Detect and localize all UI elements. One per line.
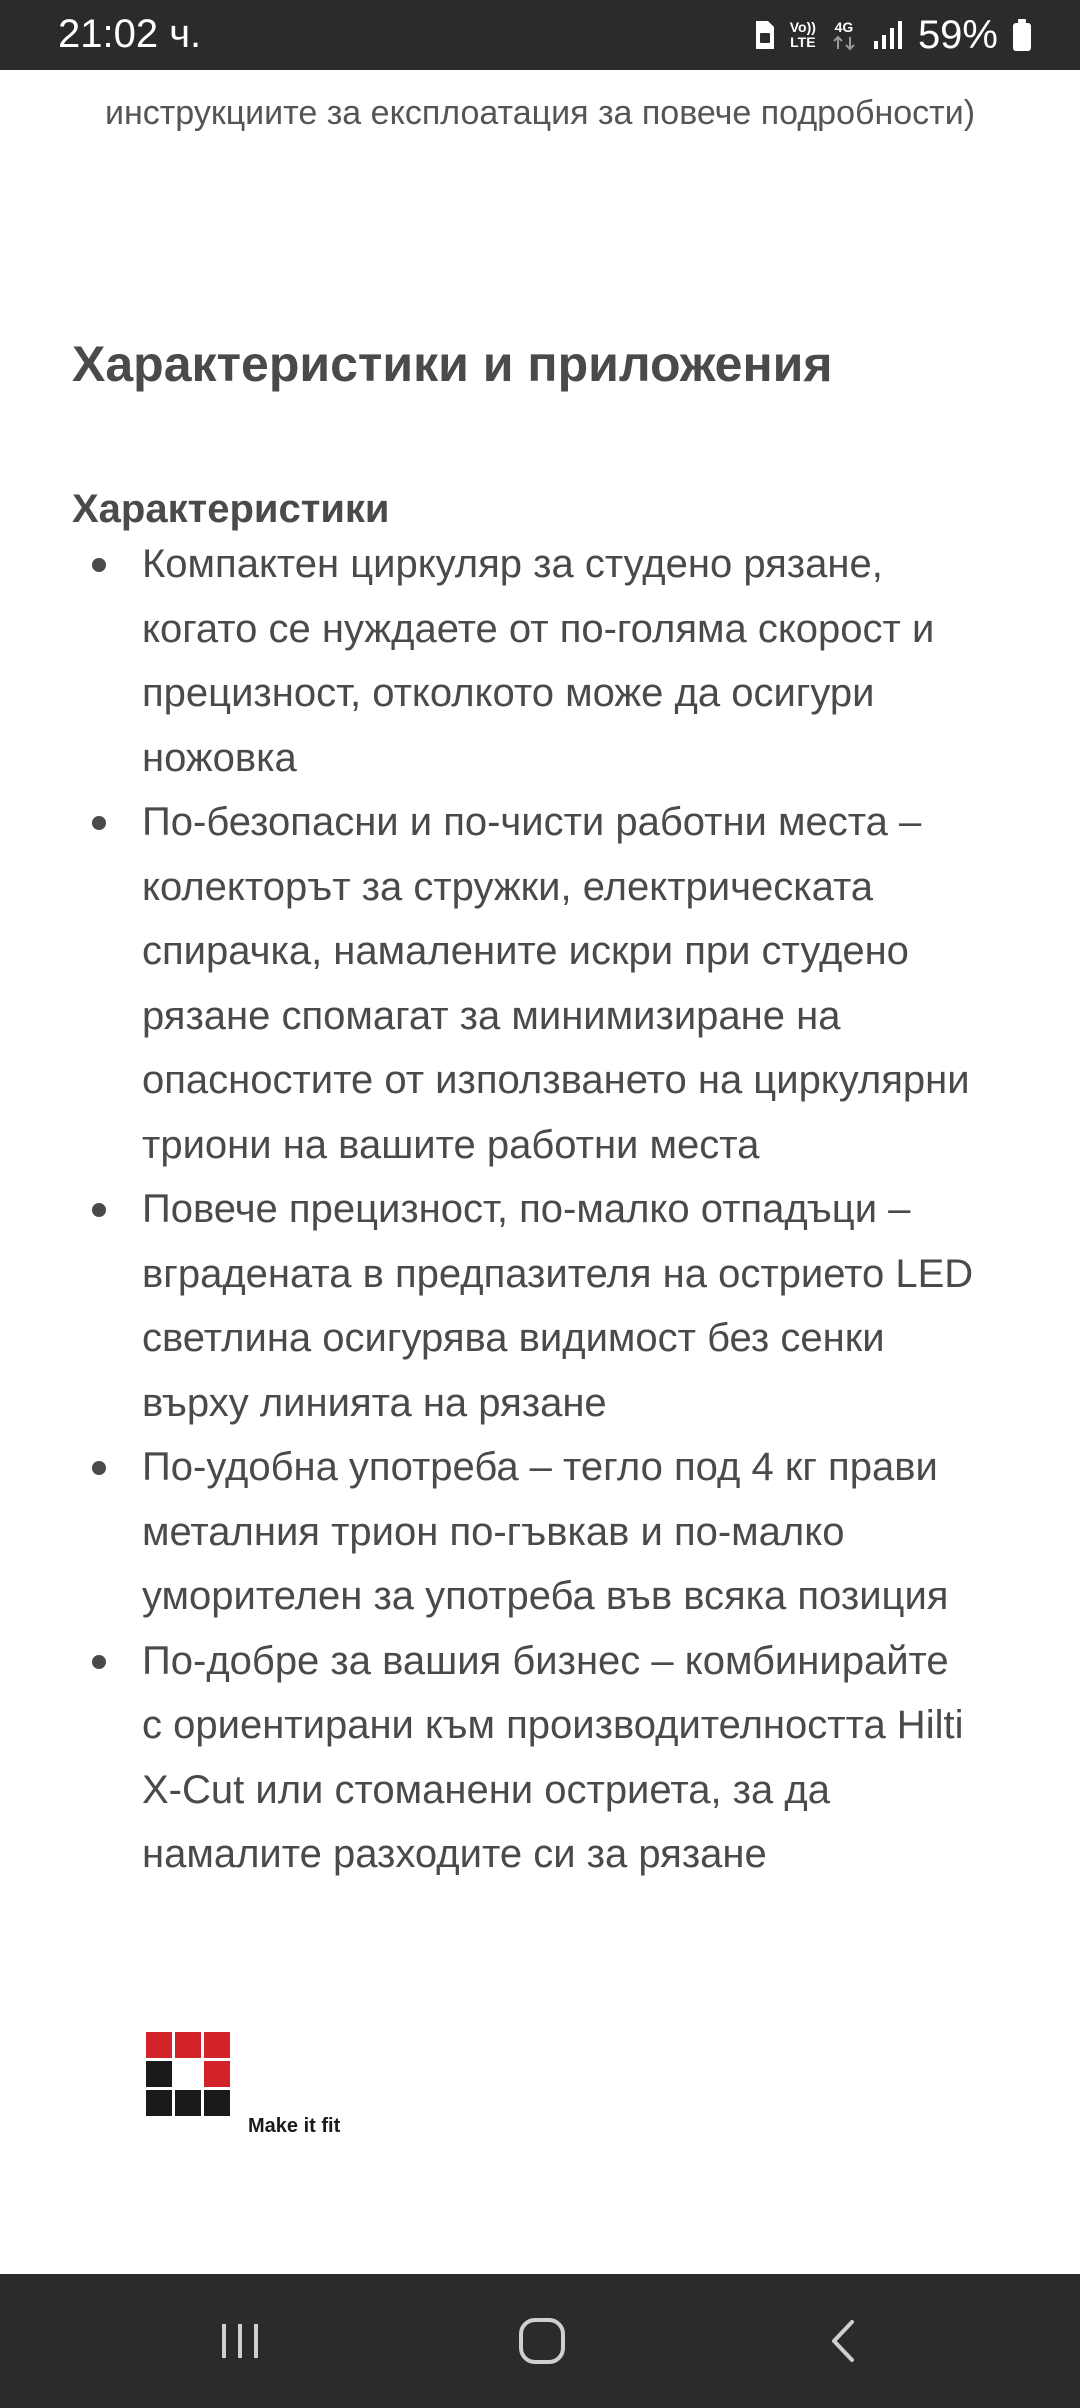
- feature-line: вградената в предпазителя на острието LED: [142, 1251, 974, 1296]
- logo-cell: [175, 2090, 201, 2116]
- feature-line: намалите разходите си за рязане: [142, 1832, 767, 1876]
- feature-line: По-безопасни и по-чисти работни места –: [142, 800, 922, 844]
- feature-item: [72, 532, 1062, 790]
- feature-line: триони на вашите работни места: [142, 1122, 760, 1167]
- bullet-icon: [92, 816, 106, 830]
- feature-line: ножовка: [142, 735, 297, 780]
- feature-line: светлина осигурява видимост без сенки: [142, 1316, 885, 1360]
- feature-line: колекторът за стружки, електрическата: [142, 864, 874, 909]
- logo-cell: [175, 2032, 201, 2058]
- logo-cell: [204, 2090, 230, 2116]
- status-time: 21:02 ч.: [58, 12, 202, 56]
- feature-line: опасностите от използването на циркулярни: [142, 1058, 970, 1102]
- bullet-icon: [92, 1461, 106, 1475]
- feature-item: [72, 1435, 1062, 1629]
- feature-line: когато се нуждаете от по-голяма скорост и: [142, 606, 935, 651]
- feature-line: рязане спомагат за минимизиране на: [142, 993, 841, 1038]
- feature-line: Повече прецизност, по-малко отпадъци –: [142, 1187, 911, 1231]
- battery-icon: [1012, 18, 1032, 52]
- logo-text: Make it fit: [248, 2115, 341, 2137]
- feature-line: спирачка, намалените искри при студено: [142, 929, 909, 973]
- feature-item: [72, 1629, 1062, 1887]
- feature-line: По-добре за вашия бизнес – комбинирайте: [142, 1638, 949, 1683]
- status-icons: [752, 10, 1032, 60]
- logo-cell: [146, 2032, 172, 2058]
- status-bar: [0, 0, 1080, 70]
- signal-icon: [872, 19, 904, 51]
- home-button[interactable]: [482, 2301, 602, 2381]
- make-it-fit-logo: [146, 2032, 396, 2142]
- battery-percent: 59%: [917, 13, 998, 57]
- logo-cell: [204, 2032, 230, 2058]
- navigation-bar: [0, 2274, 1080, 2408]
- logo-cell: [146, 2061, 172, 2087]
- volte-icon: Vo)) LTE: [789, 19, 816, 50]
- feature-item: [72, 1177, 1062, 1435]
- feature-line: металния трион по-гъвкав и по-малко: [142, 1509, 845, 1554]
- logo-cell: [146, 2090, 172, 2116]
- feature-line: X-Cut или стоманени остриета, за да: [142, 1767, 830, 1812]
- feature-line: прецизност, отколкото може да осигури: [142, 671, 875, 715]
- feature-line: уморителен за употреба във всяка позиция: [142, 1574, 949, 1618]
- feature-line: По-удобна употреба – тегло под 4 кг прави: [142, 1445, 938, 1489]
- feature-line: с ориентирани към производителността Hilti: [142, 1703, 964, 1747]
- page-content: [0, 70, 1080, 2274]
- bullet-icon: [92, 1203, 106, 1217]
- home-icon: [512, 2311, 572, 2371]
- sim-card-icon: [752, 19, 776, 51]
- truncated-paragraph: инструкциите за експлоатация за повече подробности): [104, 94, 976, 132]
- bullet-icon: [92, 1655, 106, 1669]
- back-icon: [819, 2316, 869, 2366]
- feature-item: [72, 790, 1062, 1177]
- back-button[interactable]: [784, 2301, 904, 2381]
- logo-grid-icon: [146, 2032, 236, 2122]
- feature-line: Компактен циркуляр за студено рязане,: [142, 542, 883, 586]
- logo-cell: [204, 2061, 230, 2087]
- recent-apps-icon: [215, 2316, 265, 2366]
- network-4g-icon: 4G: [830, 20, 858, 51]
- bullet-icon: [92, 558, 106, 572]
- section-title: Характеристики и приложения: [72, 336, 833, 392]
- features-list: [72, 532, 1062, 1887]
- features-heading: Характеристики: [72, 487, 390, 531]
- recent-apps-button[interactable]: [180, 2301, 300, 2381]
- feature-line: върху линията на рязане: [142, 1380, 607, 1425]
